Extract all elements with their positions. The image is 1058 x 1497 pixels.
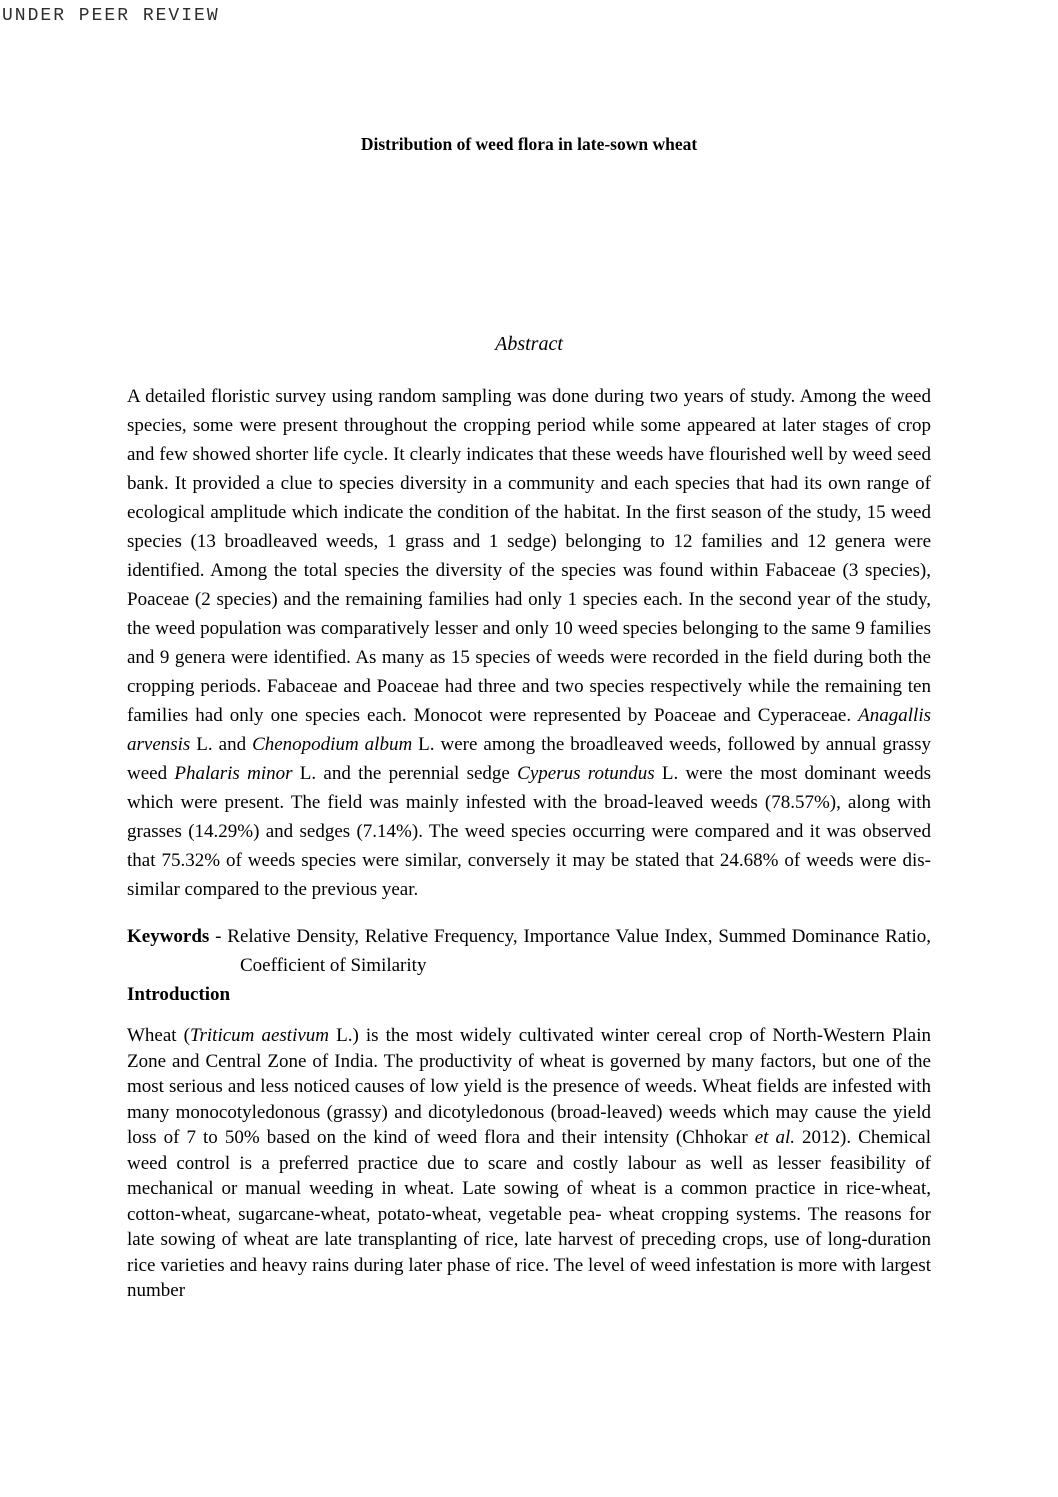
keywords-line [127, 922, 931, 980]
species-name: Triticum aestivum [189, 1025, 330, 1046]
species-name: Anagallis arvensis [127, 705, 931, 755]
species-name: Cyperus rotundus [517, 763, 655, 784]
abstract-heading: Abstract [495, 333, 563, 355]
species-name: Chenopodium album [252, 734, 413, 755]
abstract-text-segment: L. and [190, 734, 253, 755]
keywords-label: Keywords [127, 926, 210, 947]
species-name: Phalaris minor [174, 763, 293, 784]
abstract-text-segment: A detailed floristic survey using random sampling was done during two years of study. Among the weed species, some were present throughout the cropping period while some appeared at later stages of crop and few showed shorter life cycle. It clearly indicates that these weeds have flourished well by weed seed bank. It provided a clue to species diversity in a community and each species that had its own range of ecological amplitude which indicate the condition of the habitat. In the first season of the study, 15 weed species (13 broadleaved weeds, 1 grass and 1 sedge) belonging to 12 families and 12 genera were identified. Among the total species the diversity of the species was found within Fabaceae (3 species), Poaceae (2 species) and the remaining families had only 1 species each. In the second year of the study, the weed population was comparatively lesser and only 10 weed species belonging to the same 9 families and 9 genera were identified. As many as 15 species of weeds were recorded in the field during both the cropping periods. Fabaceae and Poaceae had three and two species respectively while the remaining ten families had only one species each. Monocot were represented by Poaceae and Cyperaceae. [127, 386, 931, 726]
peer-review-watermark: UNDER PEER REVIEW [2, 6, 220, 26]
manuscript-content [0, 133, 1058, 1304]
introduction-text-segment: Wheat ( [127, 1025, 190, 1046]
abstract-paragraph [127, 382, 931, 904]
et-al-citation: et al. [754, 1127, 796, 1148]
abstract-text-segment: L. were among the broadleaved weeds, followed by annual grassy weed [127, 734, 932, 784]
introduction-paragraph [127, 1023, 931, 1304]
keywords-text: - Relative Density, Relative Frequency, Importance Value Index, Summed Dominance Ratio, Coefficient of Similarity [209, 926, 931, 976]
abstract-text-segment: L. were the most dominant weeds which were present. The field was mainly infested with the broad-leaved weeds (78.57%), along with grasses (14.29%) and sedges (7.14%). The weed species occurring were compared and it was observed that 75.32% of weeds species were similar, conversely it may be stated that 24.68% of weeds were dis-similar compared to the previous year. [127, 763, 932, 900]
introduction-text-segment: 2012). Chemical weed control is a preferred practice due to scare and costly labour as well as lesser feasibility of mechanical or manual weeding in wheat. Late sowing of wheat is a common practice in rice-wheat, cotton-wheat, sugarcane-wheat, potato-wheat, vegetable pea- wheat cropping systems. The reasons for late sowing of wheat are late transplanting of rice, late harvest of preceding crops, use of long-duration rice varieties and heavy rains during later phase of rice. The level of weed infestation is more with largest number [127, 1127, 931, 1301]
introduction-heading: Introduction [127, 984, 231, 1005]
paper-title: Distribution of weed flora in late-sown wheat [360, 134, 698, 154]
introduction-text-segment: L.) is the most widely cultivated winter cereal crop of North-Western Plain Zone and Central Zone of India. The productivity of wheat is governed by many factors, but one of the most serious and less noticed causes of low yield is the presence of weeds. Wheat fields are infested with many monocotyledonous (grassy) and dicotyledonous (broad-leaved) weeds which may cause the yield loss of 7 to 50% based on the kind of weed flora and their intensity (Chhokar [127, 1025, 932, 1148]
abstract-text-segment: L. and the perennial sedge [292, 763, 518, 784]
